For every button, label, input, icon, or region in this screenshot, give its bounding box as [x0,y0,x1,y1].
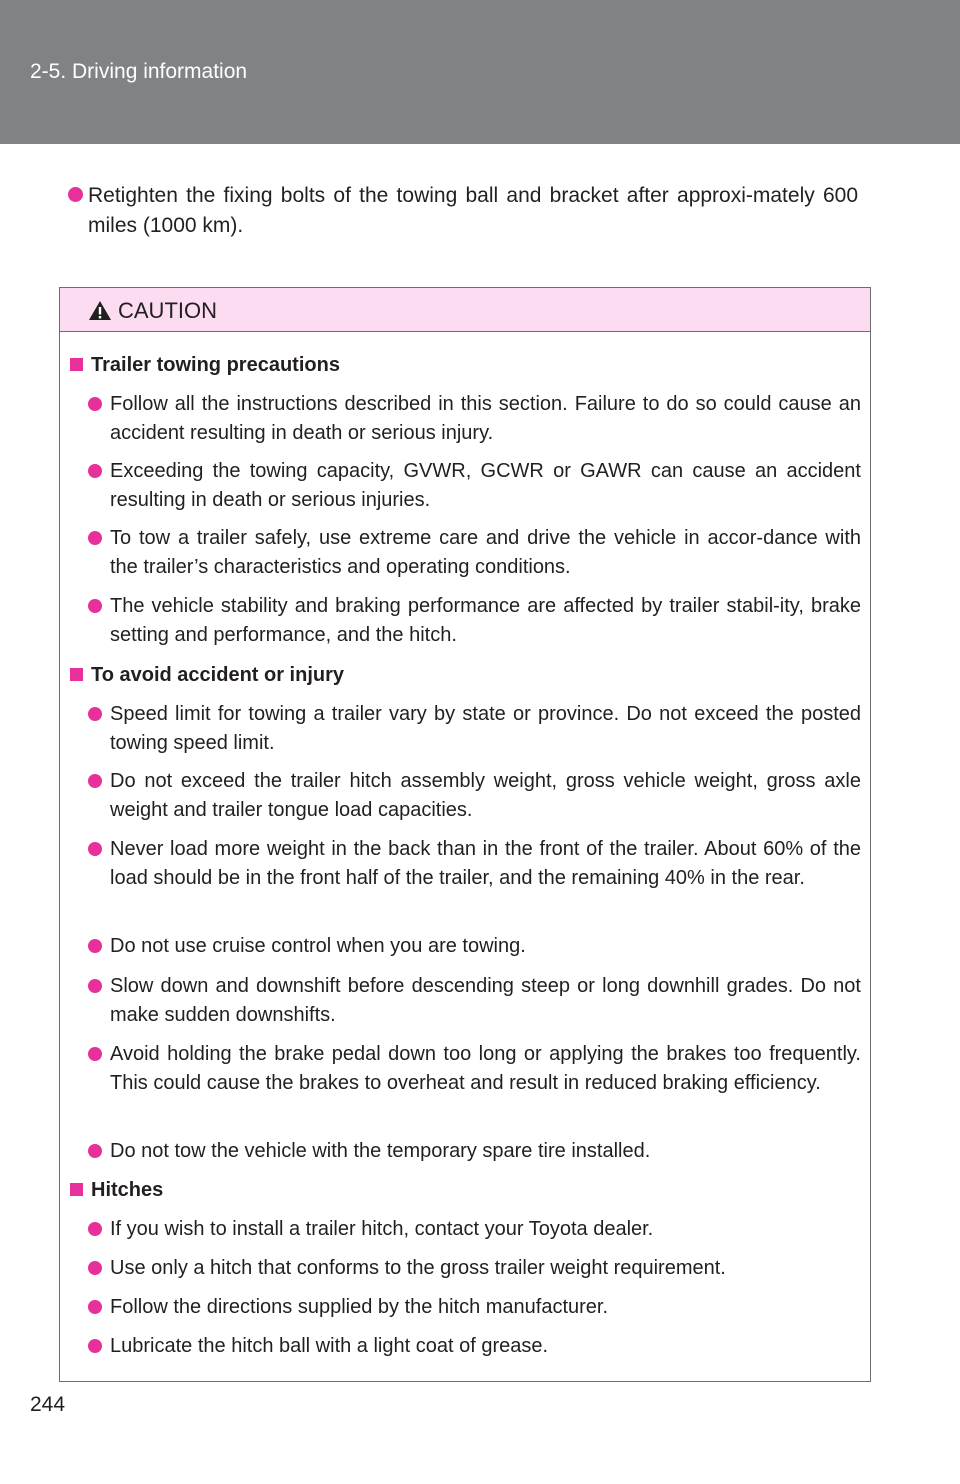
bullet-dot-icon [88,599,102,613]
bullet-dot-icon [88,464,102,478]
bullet-dot-icon [88,939,102,953]
list-item: Lubricate the hitch ball with a light coat of grease. [110,1332,861,1361]
list-item: Avoid holding the brake pedal down too long or applying the brakes too frequently. This could cause the brakes to overheat and result in reduced braking efficiency. [110,1040,861,1098]
bullet-dot-icon [88,774,102,788]
caution-title: CAUTION [118,298,217,323]
bullet-dot-icon [88,1300,102,1314]
list-item: If you wish to install a trailer hitch, contact your Toyota dealer. [110,1215,861,1244]
list-item: To tow a trailer safely, use extreme care and drive the vehicle in accor-dance with the trailer’s characteristics and operating conditions. [110,524,861,582]
page-header [0,0,960,144]
bullet-dot-icon [88,1144,102,1158]
list-item: Use only a hitch that conforms to the gross trailer weight requirement. [110,1254,861,1283]
bullet-dot-icon [88,531,102,545]
bullet-dot-icon [88,1339,102,1353]
section-title: 2-5. Driving information [30,60,248,83]
list-item: The vehicle stability and braking performance are affected by trailer stabil-ity, brake setting and performance, and the hitch. [110,592,861,650]
bullet-dot-icon [88,707,102,721]
list-item: Follow the directions supplied by the hitch manufacturer. [110,1293,861,1322]
page-number: 244 [30,1393,66,1416]
bullet-dot-icon [88,397,102,411]
bullet-dot-icon [68,187,83,202]
bullet-dot-icon [88,1047,102,1061]
section-heading: Hitches [70,1177,163,1203]
list-item: Do not tow the vehicle with the temporary spare tire installed. [110,1137,861,1166]
intro-text: Retighten the fixing bolts of the towing ball and bracket after approxi-mately 600 miles (1000 km). [88,184,858,237]
square-bullet-icon [70,1183,83,1196]
bullet-dot-icon [88,979,102,993]
warning-triangle-icon [88,300,112,321]
bullet-dot-icon [88,842,102,856]
list-item: Follow all the instructions described in this section. Failure to do so could cause an accident resulting in death or serious injury. [110,390,861,448]
list-item: Do not use cruise control when you are towing. [110,932,861,961]
caution-header [60,288,870,332]
square-bullet-icon [70,358,83,371]
list-item: Slow down and downshift before descending steep or long downhill grades. Do not make sudden downshifts. [110,972,861,1030]
section-heading: Trailer towing precautions [70,352,340,378]
caution-box [59,287,871,1382]
list-item: Speed limit for towing a trailer vary by state or province. Do not exceed the posted towing speed limit. [110,700,861,758]
bullet-dot-icon [88,1261,102,1275]
section-heading: To avoid accident or injury [70,662,344,688]
list-item: Do not exceed the trailer hitch assembly weight, gross vehicle weight, gross axle weight and trailer tongue load capacities. [110,767,861,825]
square-bullet-icon [70,668,83,681]
list-item: Never load more weight in the back than in the front of the trailer. About 60% of the load should be in the front half of the trailer, and the remaining 40% in the rear. [110,835,861,893]
intro-bullet [88,181,858,241]
bullet-dot-icon [88,1222,102,1236]
list-item: Exceeding the towing capacity, GVWR, GCWR or GAWR can cause an accident resulting in death or serious injuries. [110,457,861,515]
